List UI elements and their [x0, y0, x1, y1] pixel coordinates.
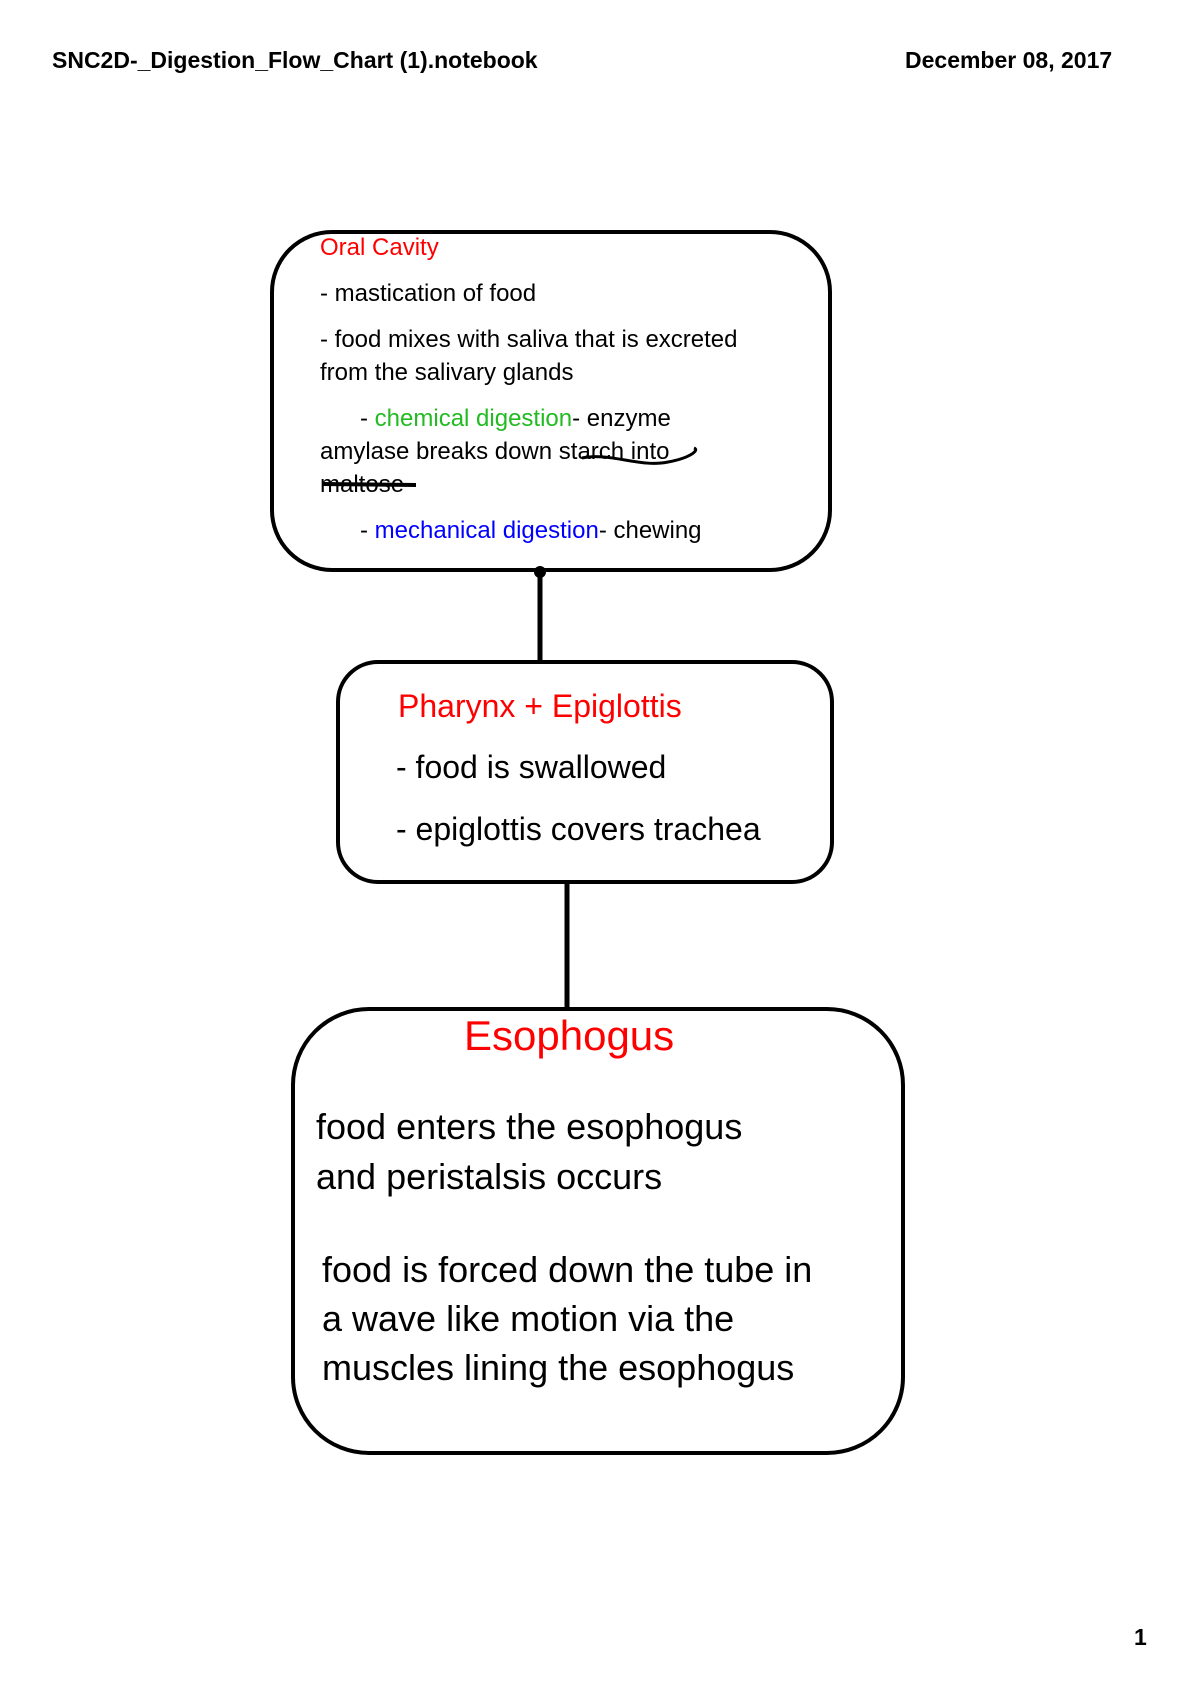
page-number: 1 [1134, 1624, 1147, 1650]
pharynx-line-swallowed: - food is swallowed [396, 749, 667, 785]
document-title: SNC2D-_Digestion_Flow_Chart (1).notebook [52, 47, 538, 73]
esophagus-title: Esophogus [464, 1012, 675, 1059]
document-date: December 08, 2017 [905, 47, 1113, 73]
esophagus-para1-line2: and peristalsis occurs [316, 1156, 663, 1197]
oral-cavity-line-mastication: - mastication of food [320, 280, 537, 307]
mechanical-dash: - [360, 517, 375, 544]
chemical-digestion-term: chemical digestion [374, 405, 573, 432]
chemical-digestion-desc: - enzyme [572, 405, 671, 432]
mechanical-digestion-desc: - chewing [598, 517, 702, 544]
pharynx-line-epiglottis: - epiglottis covers trachea [396, 811, 761, 847]
esophagus-para2-line3: muscles lining the esophogus [322, 1347, 795, 1388]
chemical-digestion-line-2: amylase breaks down starch into [320, 438, 670, 465]
esophagus-para1-line1: food enters the esophogus [316, 1106, 743, 1147]
esophagus-para2-line1: food is forced down the tube in [322, 1249, 813, 1290]
mechanical-digestion-term: mechanical digestion [374, 517, 599, 544]
oral-cavity-title: Oral Cavity [320, 234, 439, 261]
oral-cavity-line-saliva: - food mixes with saliva that is excreted [320, 326, 738, 353]
esophagus-para2-line2: a wave like motion via the [322, 1298, 735, 1339]
chemical-dash: - [360, 405, 375, 432]
pharynx-title: Pharynx + Epiglottis [398, 688, 682, 724]
chemical-digestion-line-3: maltose [320, 471, 405, 498]
oral-cavity-line-salivary-glands: from the salivary glands [320, 359, 574, 386]
mechanical-digestion-line [360, 517, 702, 545]
